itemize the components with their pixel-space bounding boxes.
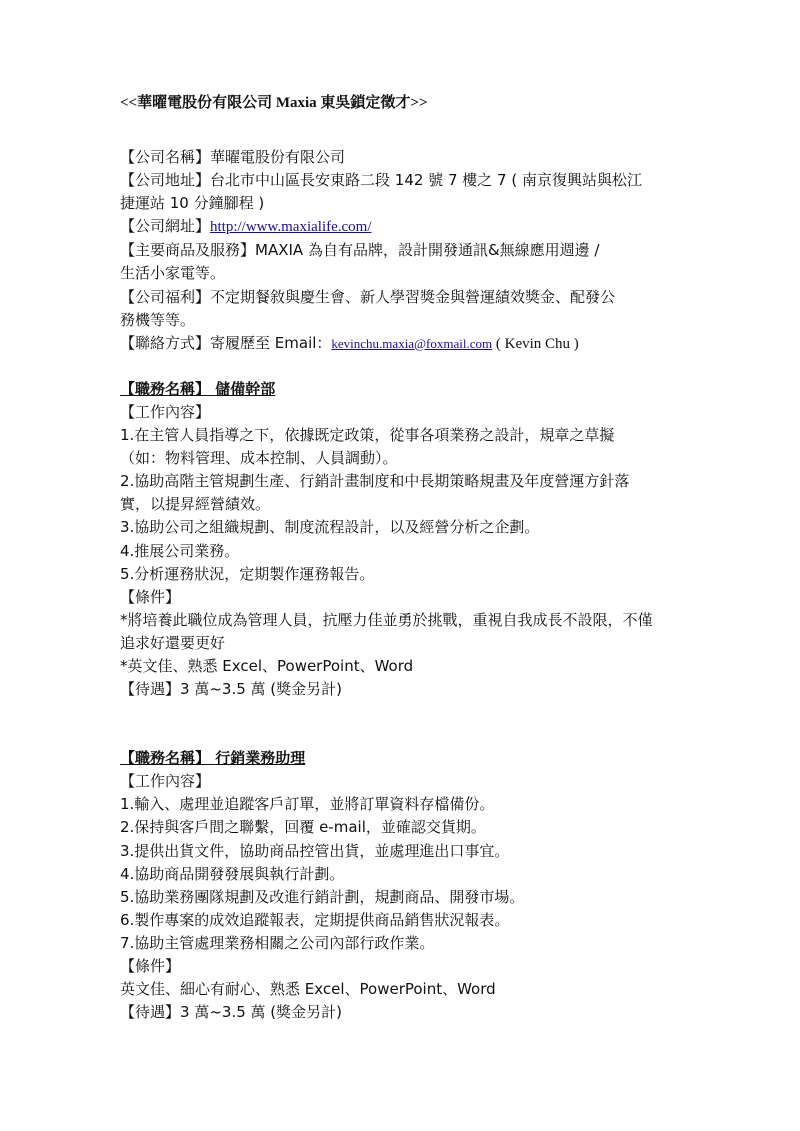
job2-title [120,749,305,767]
company-products-line [120,239,690,262]
job1-req-line: *英文佳、熟悉 Excel、PowerPoint、Word [120,656,414,675]
job1-duty-line: 實，以提昇經營績效。 [120,495,271,514]
job2-req-label: 【條件】 [120,957,181,975]
job1-req-label: 【條件】 [120,587,181,606]
document-page [120,88,690,1024]
job1-duty-line: 5.分析運務狀況，定期製作運務報告。 [120,564,375,583]
job2-duty-line: 4.協助商品開發發展與執行計劃。 [120,864,345,883]
job2-duty-line: 5.協助業務團隊規劃及改進行銷計劃，規劃商品、開發市場。 [120,887,525,906]
job2-duty-line: 7.協助主管處理業務相關之公司內部行政作業。 [120,933,435,952]
job2-req-line: 英文佳、細心有耐心、熟悉 Excel、PowerPoint、Word [120,980,496,999]
job1-salary-line [120,678,690,701]
job1-salary-label: 【待遇】 [120,680,181,699]
job1-title-label: 【職務名稱】 [120,379,211,398]
job1-duty-line: 4.推展公司業務。 [120,541,240,560]
company-contact-label: 【聯絡方式】 [120,333,211,352]
company-address-line [120,169,690,192]
job1-duty-line: 2.協助高階主管規劃生產、行銷計畫制度和中長期策略規畫及年度營運方針落 [120,472,630,491]
job1-title-value: 儲備幹部 [215,379,276,398]
job1-duty-line: （如：物料管理、成本控制、人員調動）。 [120,449,398,468]
job2-title-line [120,747,690,770]
company-name-value: 華曜電股份有限公司 [210,148,346,166]
company-benefits-value: 不定期餐敘與慶生會、新人學習獎金與營運績效獎金、配發公 [210,287,616,306]
company-address-label: 【公司地址】 [120,171,211,190]
job1-duty-line: 3.協助公司之組織規劃、制度流程設計，以及經營分析之企劃。 [120,518,540,537]
job1-req-line: 追求好還要更好 [120,633,226,652]
contact-name: ( Kevin Chu ) [492,335,579,352]
job2-duty-line: 3.提供出貨文件，協助商品控管出貨，並處理進出口事宜。 [120,841,510,860]
company-name-label: 【公司名稱】 [120,148,211,166]
company-address-line-2: 捷運站 10 分鐘腳程 ) [120,194,265,213]
company-benefits-line [120,286,690,309]
job2-duty-line: 1.輸入、處理並追蹤客戶訂單，並將訂單資料存檔備份。 [120,795,495,814]
job1-title-line [120,378,690,401]
job2-salary-label: 【待遇】 [120,1003,181,1022]
company-benefits-line-2: 務機等等。 [120,310,196,329]
company-contact-text: 寄履歷至 Email： [210,333,332,352]
company-products-line-2: 生活小家電等。 [120,264,226,283]
company-contact-line [120,332,690,356]
job1-content-label: 【工作內容】 [120,402,211,421]
contact-email-link[interactable]: kevinchu.maxia@foxmail.com [331,335,493,351]
company-products-label: 【主要商品及服務】 [120,241,256,260]
job2-content-label: 【工作內容】 [120,772,211,791]
job1-req-line: *將培養此職位成為管理人員，抗壓力佳並勇於挑戰，重視自我成長不設限，不僅 [120,610,653,629]
job2-salary-line [120,1001,690,1024]
job2-duty-line: 2.保持與客戶間之聯繫，回覆 e-mail，並確認交貨期。 [120,818,486,837]
job2-title-label: 【職務名稱】 [120,749,211,768]
job2-salary-value: 3 萬~3.5 萬 (獎金另計) [180,1003,342,1022]
company-benefits-label: 【公司福利】 [120,287,211,306]
company-name-line [120,146,690,169]
job1-duty-line: 1.在主管人員指導之下，依據既定政策，從事各項業務之設計，規章之草擬 [120,426,615,445]
company-address-value: 台北市中山區長安東路二段 142 號 7 樓之 7 ( 南京復興站與松江 [210,171,642,190]
company-website-label: 【公司網址】 [120,217,211,236]
job1-title [120,380,275,398]
document-title: <<華曜電股份有限公司 Maxia 東吳鎖定徵才>> [120,95,428,111]
company-website-line [120,215,690,239]
company-website-link[interactable]: http://www.maxialife.com/ [210,219,372,236]
company-products-value: MAXIA 為自有品牌，設計開發通訊&無線應用週邊 / [255,241,600,260]
job2-title-value: 行銷業務助理 [215,749,306,768]
job1-salary-value: 3 萬~3.5 萬 (獎金另計) [180,680,342,699]
job2-duty-line: 6.製作專案的成效追蹤報表，定期提供商品銷售狀況報表。 [120,910,510,929]
